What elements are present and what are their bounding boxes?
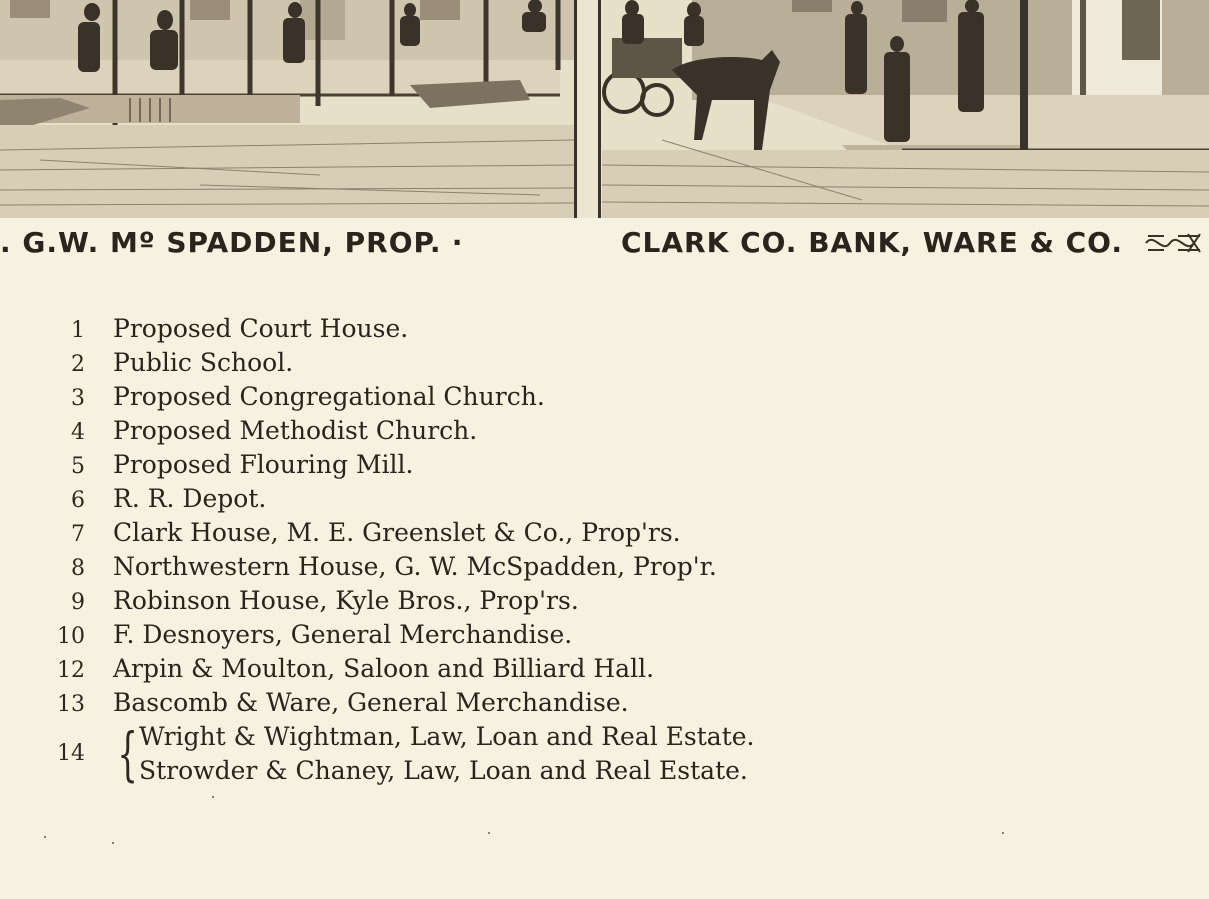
legend-number: 2 — [71, 352, 85, 377]
legend-text: Proposed Methodist Church. — [113, 416, 478, 445]
legend-item — [40, 652, 940, 686]
legend-item — [40, 380, 940, 414]
paper-speck — [44, 836, 46, 838]
legend-text: R. R. Depot. — [113, 484, 267, 513]
legend-item — [40, 414, 940, 448]
legend-item — [40, 516, 940, 550]
legend-number: 6 — [71, 488, 85, 513]
legend-number: 7 — [71, 522, 85, 547]
panel-divider — [574, 0, 577, 218]
bank-illustration — [602, 0, 1209, 218]
legend-text: Wright & Wightman, Law, Loan and Real Estate. — [139, 722, 755, 751]
legend-text: Bascomb & Ware, General Merchandise. — [113, 688, 629, 717]
legend-text: Arpin & Moulton, Saloon and Billiard Hall. — [113, 654, 655, 683]
paper-speck — [1002, 832, 1004, 834]
caption-bank: CLARK CO. BANK, WARE & CO. — [621, 226, 1123, 259]
legend-text: Clark House, M. E. Greenslet & Co., Prop'rs. — [113, 518, 681, 547]
legend-item — [40, 550, 940, 584]
hotel-illustration — [0, 0, 574, 218]
legend-group-lines — [139, 720, 755, 788]
legend-text: Public School. — [113, 348, 294, 377]
legend-number: 12 — [57, 658, 85, 683]
legend-text: Robinson House, Kyle Bros., Prop'rs. — [113, 586, 579, 615]
legend-number: 13 — [57, 692, 85, 717]
legend-item — [40, 618, 940, 652]
panel-divider — [598, 0, 601, 218]
legend-item — [40, 686, 940, 720]
legend-text: Strowder & Chaney, Law, Loan and Real Estate. — [139, 756, 748, 785]
legend-group — [40, 720, 940, 788]
legend-text: Northwestern House, G. W. McSpadden, Prop'r. — [113, 552, 717, 581]
legend-item — [40, 312, 940, 346]
legend-text: Proposed Court House. — [113, 314, 409, 343]
ornament-icon — [1144, 230, 1204, 256]
caption-bar — [0, 218, 1209, 270]
paper-speck — [212, 796, 214, 798]
legend-item — [40, 346, 940, 380]
legend-text: F. Desnoyers, General Merchandise. — [113, 620, 573, 649]
legend-item — [40, 584, 940, 618]
legend-text: Proposed Flouring Mill. — [113, 450, 414, 479]
legend-item — [40, 448, 940, 482]
legend-list — [40, 312, 940, 788]
legend-text: Proposed Congregational Church. — [113, 382, 545, 411]
illustrations-strip — [0, 0, 1209, 218]
legend-number: 3 — [71, 386, 85, 411]
legend-number: 10 — [57, 624, 85, 649]
caption-hotel: . G.W. Mº SPADDEN, PROP. ‧ — [0, 226, 464, 259]
brace-icon: { — [117, 720, 138, 788]
paper-speck — [112, 842, 114, 844]
legend-item — [40, 482, 940, 516]
legend-number: 8 — [71, 556, 85, 581]
legend-number: 4 — [71, 420, 85, 445]
legend-number: 14 — [57, 741, 85, 766]
paper-speck — [488, 832, 490, 834]
legend-number: 1 — [71, 318, 85, 343]
legend-number: 9 — [71, 590, 85, 615]
legend-number: 5 — [71, 454, 85, 479]
